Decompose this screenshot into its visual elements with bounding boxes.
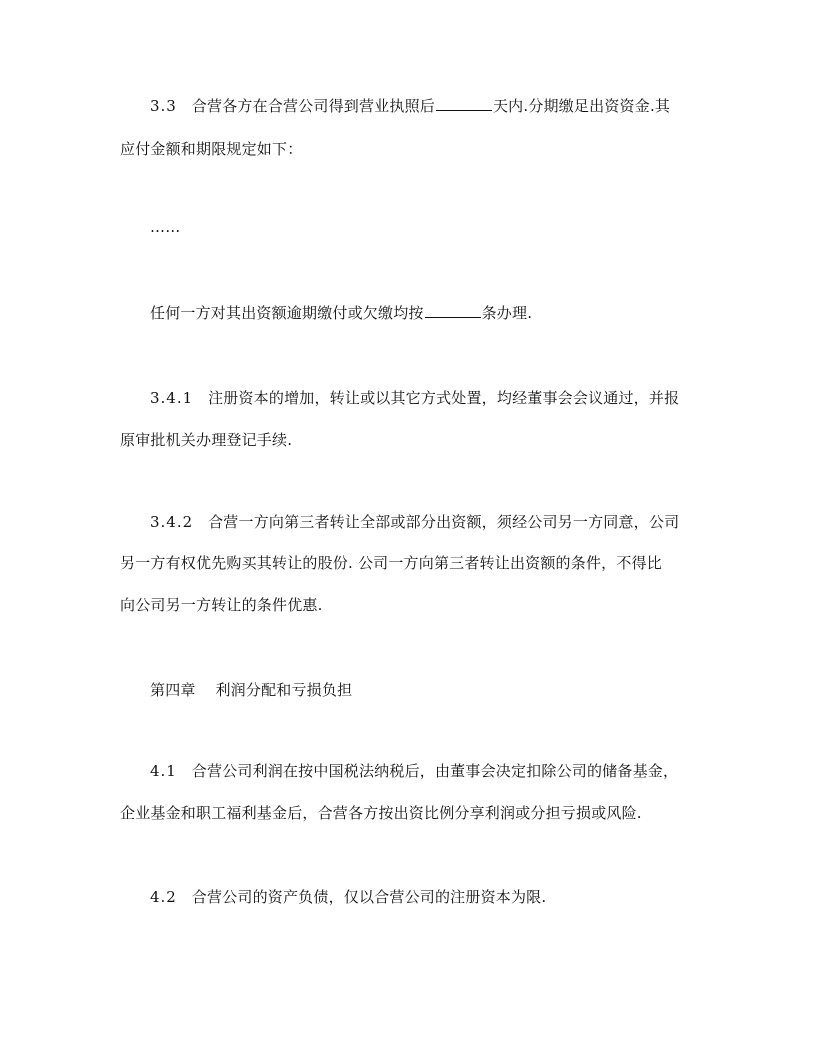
clause-4-2-line-1 — [150, 887, 546, 907]
clause-text: 合营公司的资产负债，仅以合营公司的注册资本为限. — [191, 888, 547, 906]
clause-text: 天内.分期缴足出资资金.其 — [492, 97, 671, 115]
clause-3-3-line-1 — [150, 96, 670, 116]
chapter-title: 利润分配和亏损负担 — [215, 681, 353, 699]
clause-text: 合营公司利润在按中国税法纳税后，由董事会决定扣除公司的储备基金， — [191, 762, 679, 780]
clause-number: 3.4.1 — [150, 389, 194, 407]
clause-number: 4.1 — [150, 762, 177, 780]
clause-3-4-1-line-2: 原审批机关办理登记手续. — [120, 431, 293, 449]
chapter-label: 第四章 — [150, 681, 196, 699]
clause-number: 3.4.2 — [150, 513, 194, 531]
clause-text: 任何一方对其出资额逾期缴付或欠缴均按 — [150, 304, 424, 322]
clause-3-4-2-line-3: 向公司另一方转让的条件优惠. — [120, 596, 323, 614]
clause-3-4-1-line-1 — [150, 388, 679, 408]
clause-4-1-line-1 — [150, 761, 678, 781]
ellipsis: …… — [150, 218, 181, 236]
fill-blank-days[interactable] — [436, 96, 492, 111]
overdue-clause — [150, 303, 532, 323]
clause-text: 合营一方向第三者转让全部或部分出资额，须经公司另一方同意，公司 — [208, 513, 680, 531]
clause-number: 3.3 — [150, 97, 177, 115]
fill-blank-article[interactable] — [425, 303, 481, 318]
clause-4-1-line-2: 企业基金和职工福利基金后，合营各方按出资比例分享利润或分担亏损或风险. — [120, 804, 642, 822]
clause-3-4-2-line-1 — [150, 512, 679, 532]
clause-number: 4.2 — [150, 888, 177, 906]
clause-text: 条办理. — [481, 304, 533, 322]
clause-3-4-2-line-2: 另一方有权优先购买其转让的股份. 公司一方向第三者转让出资额的条件，不得比 — [120, 554, 662, 572]
clause-text: 注册资本的增加，转让或以其它方式处置，均经董事会会议通过，并报 — [208, 389, 680, 407]
clause-text: 合营各方在合营公司得到营业执照后 — [191, 97, 435, 115]
chapter-heading — [150, 680, 352, 700]
clause-3-3-line-2: 应付金额和期限规定如下： — [120, 140, 303, 158]
